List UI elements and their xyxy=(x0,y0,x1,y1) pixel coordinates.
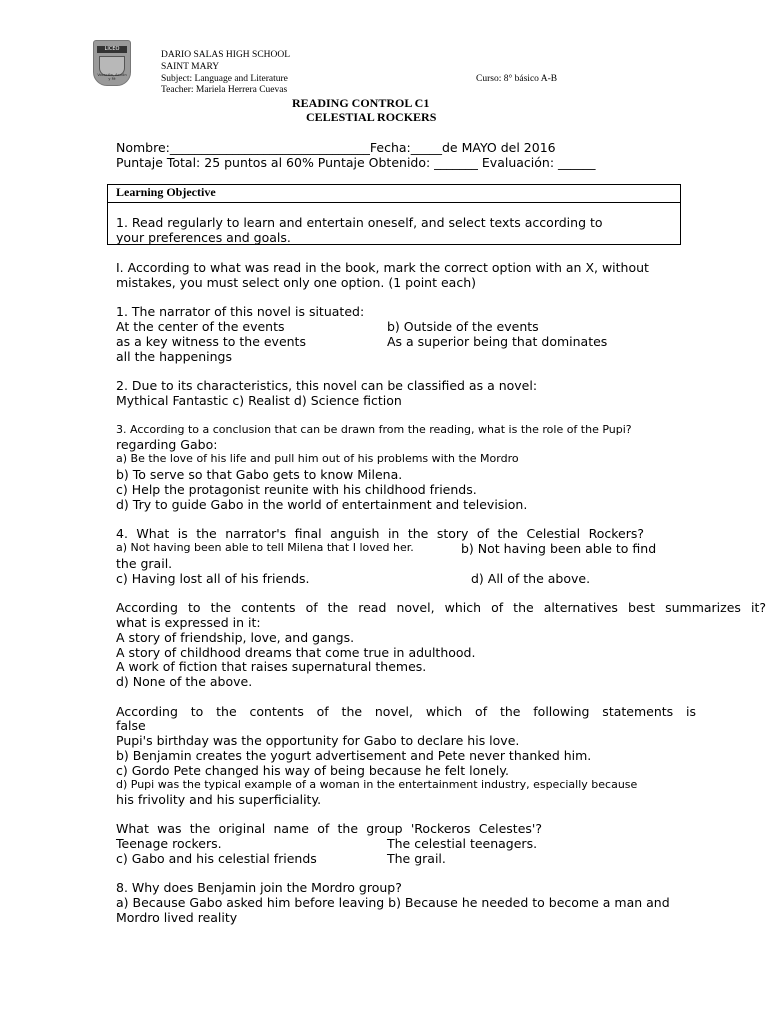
q3-stem-1: 3. According to a conclusion that can be drawn from the reading, what is the role of the Pupi? xyxy=(116,423,632,436)
campus-name: SAINT MARY xyxy=(161,62,220,72)
q2-stem: 2. Due to its characteristics, this novel can be classified as a novel: xyxy=(116,378,538,393)
objective-line-2: your preferences and goals. xyxy=(116,230,291,245)
logo-text: LICEO xyxy=(97,46,127,53)
q7-option-c: c) Gabo and his celestial friends xyxy=(116,851,317,866)
q3-option-b: b) To serve so that Gabo gets to know Milena. xyxy=(116,467,403,482)
q3-option-c: c) Help the protagonist reunite with his childhood friends. xyxy=(116,482,477,497)
q8-options-line-1: a) Because Gabo asked him before leaving b) Because he needed to become a man and xyxy=(116,895,670,910)
q6-option-a: Pupi's birthday was the opportunity for Gabo to declare his love. xyxy=(116,733,520,748)
q5-option-c: A work of fiction that raises supernatural themes. xyxy=(116,659,427,674)
q4-option-b: b) Not having been able to find xyxy=(461,541,657,556)
document-title: READING CONTROL C1 xyxy=(292,96,430,110)
q4-option-d: d) All of the above. xyxy=(471,571,591,586)
teacher-line: Teacher: Mariela Herrera Cuevas xyxy=(161,85,288,95)
q7-option-b: The celestial teenagers. xyxy=(387,836,538,851)
school-name: DARIO SALAS HIGH SCHOOL xyxy=(161,50,291,60)
q3-option-d: d) Try to guide Gabo in the world of entertainment and television. xyxy=(116,497,528,512)
q4-option-b-continued: the grail. xyxy=(116,556,173,571)
logo-motto: Vocación, Acción y Fé xyxy=(97,73,127,81)
q5-option-b: A story of childhood dreams that come true in adulthood. xyxy=(116,645,476,660)
q6-option-d-continued: his frivolity and his superficiality. xyxy=(116,792,322,807)
q3-option-a: a) Be the love of his life and pull him out of his problems with the Mordro xyxy=(116,452,519,465)
q1-option-c: as a key witness to the events xyxy=(116,334,306,349)
q5-option-d: d) None of the above. xyxy=(116,674,253,689)
q7-stem: What was the original name of the group 'Rockeros Celestes'? xyxy=(116,821,542,836)
q7-option-a: Teenage rockers. xyxy=(116,836,222,851)
objective-line-1: 1. Read regularly to learn and entertain oneself, and select texts according to xyxy=(116,215,603,230)
q6-option-d: d) Pupi was the typical example of a woman in the entertainment industry, especially because xyxy=(116,778,638,791)
q3-stem-2: regarding Gabo: xyxy=(116,437,218,452)
subject-line: Subject: Language and Literature xyxy=(161,74,288,84)
school-crest-logo xyxy=(93,40,131,86)
q1-option-a: At the center of the events xyxy=(116,319,285,334)
q1-option-d: As a superior being that dominates xyxy=(387,334,608,349)
q4-option-c: c) Having lost all of his friends. xyxy=(116,571,310,586)
q8-stem: 8. Why does Benjamin join the Mordro group? xyxy=(116,880,402,895)
q5-stem-2: what is expressed in it: xyxy=(116,615,261,630)
course-line: Curso: 8° básico A-B xyxy=(476,74,558,84)
name-date-line: Nombre:________________________________Fecha:_____de MAYO del 2016 xyxy=(116,140,556,155)
q1-stem: 1. The narrator of this novel is situated: xyxy=(116,304,365,319)
q4-stem: 4. What is the narrator's final anguish in the story of the Celestial Rockers? xyxy=(116,526,644,541)
q6-stem-1: According to the contents of the novel, which of the following statements is xyxy=(116,704,696,719)
instructions-line-1: I. According to what was read in the book, mark the correct option with an X, without xyxy=(116,260,649,275)
q5-stem-1: According to the contents of the read novel, which of the alternatives best summarizes it? xyxy=(116,600,766,615)
q5-option-a: A story of friendship, love, and gangs. xyxy=(116,630,355,645)
q2-options: Mythical Fantastic c) Realist d) Science fiction xyxy=(116,393,402,408)
q6-stem-2: false xyxy=(116,718,146,733)
q6-option-c: c) Gordo Pete changed his way of being because he felt lonely. xyxy=(116,763,509,778)
score-line: Puntaje Total: 25 puntos al 60% Puntaje Obtenido: _______ Evaluación: ______ xyxy=(116,155,596,170)
q4-option-a: a) Not having been able to tell Milena that I loved her. xyxy=(116,541,414,554)
document-subtitle: CELESTIAL ROCKERS xyxy=(306,110,437,124)
instructions-line-2: mistakes, you must select only one option. (1 point each) xyxy=(116,275,477,290)
q1-option-b: b) Outside of the events xyxy=(387,319,539,334)
objective-heading: Learning Objective xyxy=(116,185,216,199)
objective-divider xyxy=(108,202,680,203)
q6-option-b: b) Benjamin creates the yogurt advertisement and Pete never thanked him. xyxy=(116,748,592,763)
q7-option-d: The grail. xyxy=(387,851,446,866)
q8-options-line-2: Mordro lived reality xyxy=(116,910,238,925)
q1-option-d-continued: all the happenings xyxy=(116,349,232,364)
